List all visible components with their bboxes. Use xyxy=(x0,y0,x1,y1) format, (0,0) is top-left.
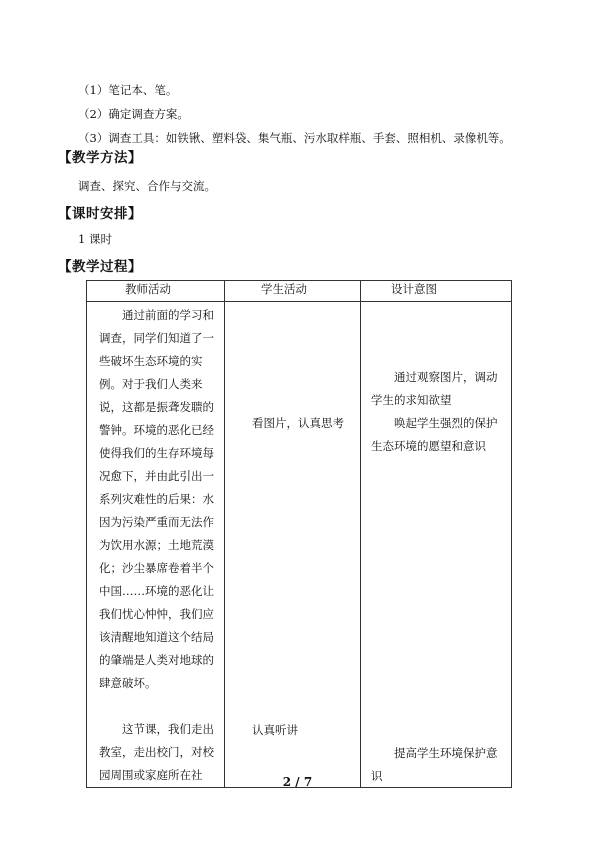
page-current: 2 xyxy=(282,775,292,789)
student-activity-cell xyxy=(225,302,361,788)
design-intent-2: 唤起学生强烈的保护生态环境的愿望和意识 xyxy=(371,416,498,453)
page-number xyxy=(0,775,595,789)
column-header-teacher: 教师活动 xyxy=(87,281,225,302)
process-table xyxy=(86,280,512,788)
teacher-activity-cell xyxy=(87,302,225,788)
column-header-student: 学生活动 xyxy=(225,281,361,302)
process-heading: 【教学过程】 xyxy=(58,259,142,275)
student-activity-2: 认真听讲 xyxy=(252,723,298,737)
table-header-row xyxy=(87,281,512,302)
teacher-paragraph-1: 通过前面的学习和调查，同学们知道了一些破坏生态环境的实例。对于我们人类来说，这都是振聋发聩的警钟。环境的恶化已经使得我们的生存环境每况愈下，并由此引出一系列灾难性的后果：水因为污染严重而无法作为饮用水源；土地荒漠化；沙尘暴席卷着半个中国……环境的恶化让我们忧心忡忡，我们应该清醒地知道这个结局的肇端是人类对地球的肆意破坏。 xyxy=(99,308,214,690)
design-intent-1: 通过观察图片，调动学生的求知欲望 xyxy=(371,370,498,407)
table-row xyxy=(87,302,512,788)
methods-heading: 【教学方法】 xyxy=(58,150,142,166)
page-separator: / xyxy=(295,775,300,789)
materials-item-3: （3）调查工具：如铁锹、塑料袋、集气瓶、污水取样瓶、手套、照相机、录像机等。 xyxy=(78,131,511,145)
materials-item-1: （1）笔记本、笔。 xyxy=(78,83,178,97)
materials-item-2: （2）确定调查方案。 xyxy=(78,107,189,121)
design-intent-cell xyxy=(361,302,512,788)
design-intent-3: 提高学生环境保护意识 xyxy=(371,746,498,783)
column-header-design: 设计意图 xyxy=(361,281,512,302)
teacher-paragraph-2: 这节课，我们走出教室，走出校门，对校园周围或家庭所在社 xyxy=(99,722,214,782)
materials-list xyxy=(78,78,511,150)
methods-text: 调查、探究、合作与交流。 xyxy=(78,179,216,193)
schedule-text: 1 课时 xyxy=(78,232,112,246)
schedule-heading: 【课时安排】 xyxy=(58,206,142,222)
page-total: 7 xyxy=(303,775,313,789)
student-activity-1: 看图片，认真思考 xyxy=(252,416,344,430)
